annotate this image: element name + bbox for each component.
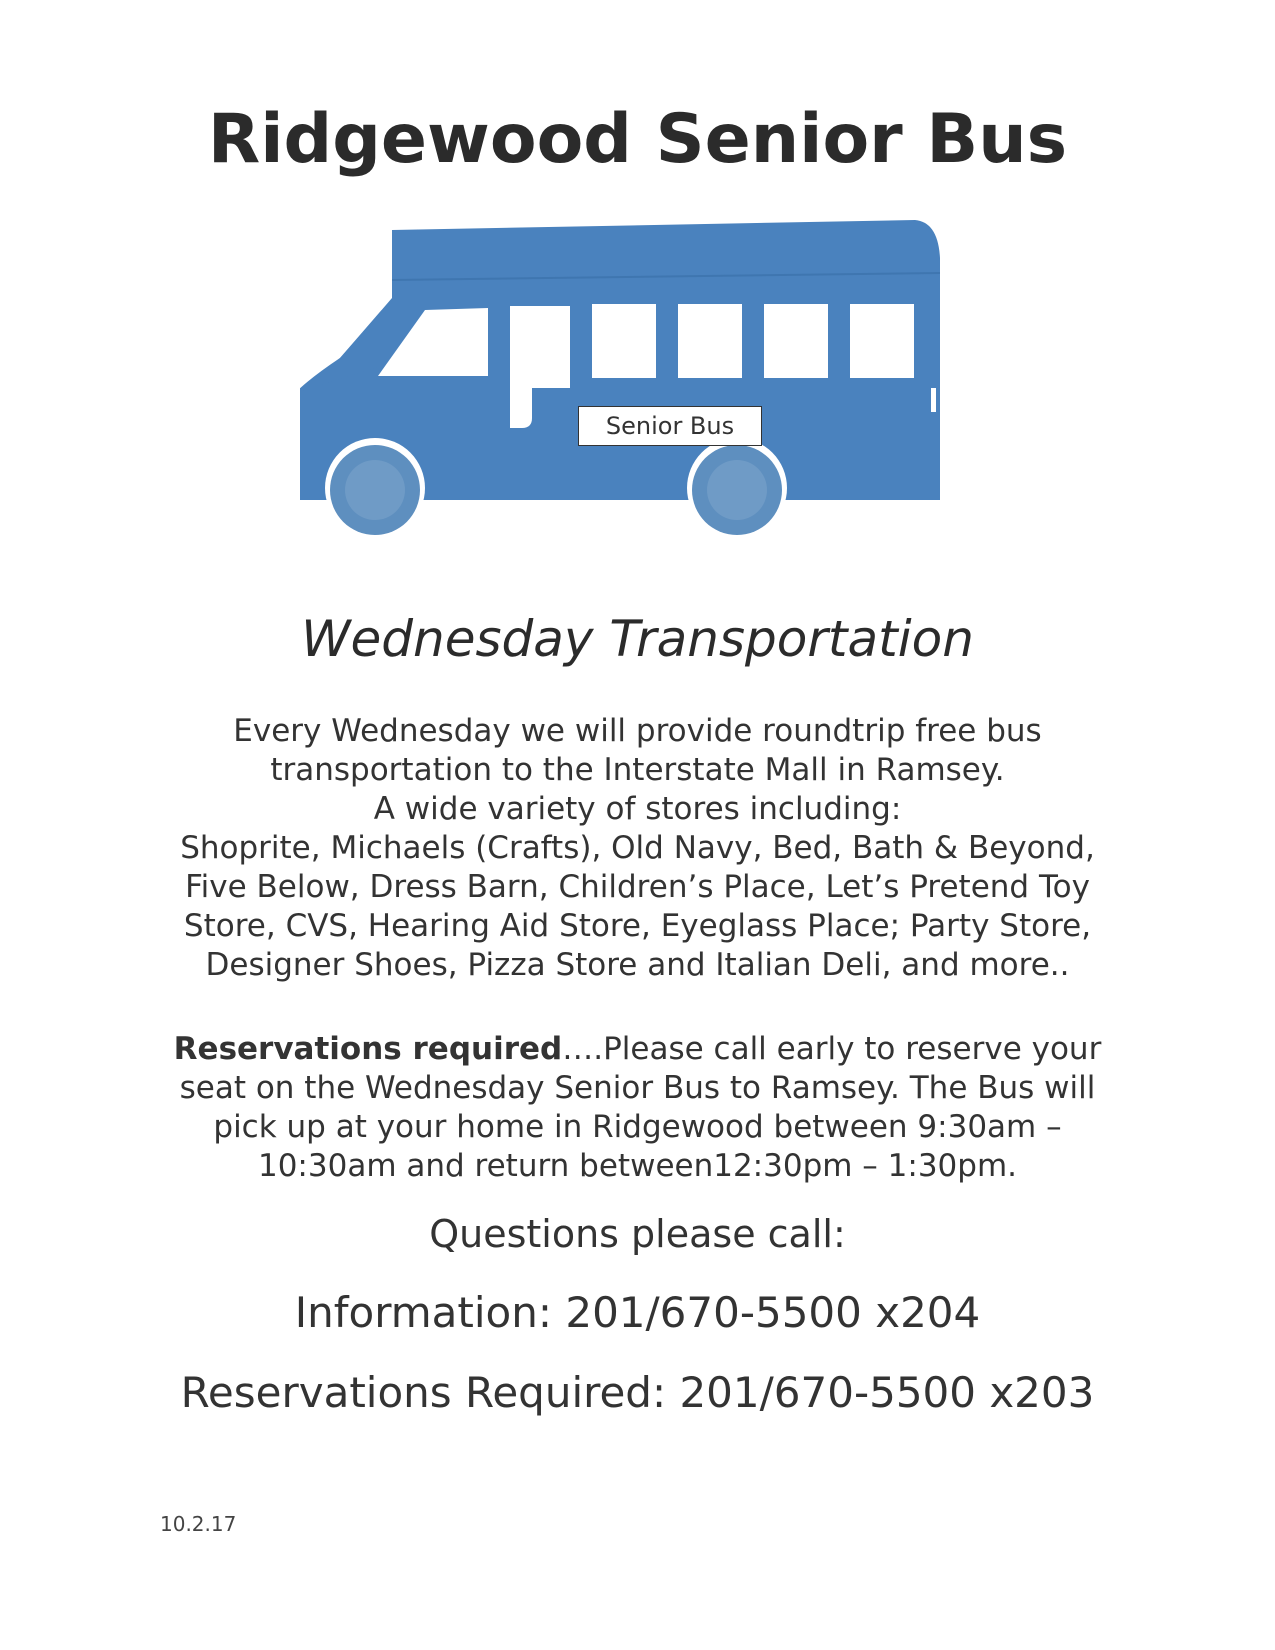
description-line: Every Wednesday we will provide roundtrip free bus (233, 713, 1042, 749)
questions-heading: Questions please call: (429, 1212, 846, 1256)
bus-illustration (300, 218, 1000, 578)
description-line: transportation to the Interstate Mall in Ramsey. (270, 752, 1005, 788)
description-line: Designer Shoes, Pizza Store and Italian Deli, and more.. (205, 947, 1070, 983)
bus-icon (300, 218, 1000, 578)
reservation-line: pick up at your home in Ridgewood between 9:30am – (213, 1109, 1062, 1145)
reservation-paragraph (160, 1030, 1115, 1186)
reservation-line (160, 1030, 1115, 1069)
door-window (510, 306, 570, 388)
window (592, 304, 656, 378)
reservation-line: seat on the Wednesday Senior Bus to Ramsey. The Bus will (179, 1070, 1096, 1106)
subtitle: Wednesday Transportation (301, 610, 974, 668)
window (764, 304, 828, 378)
document-date: 10.2.17 (160, 1512, 237, 1536)
reservations-required-lead: Reservations required (173, 1031, 563, 1067)
reservations-phone: Reservations Required: 201/670-5500 x203 (180, 1368, 1095, 1417)
description-line: A wide variety of stores including: (373, 791, 902, 827)
description-line: Store, CVS, Hearing Aid Store, Eyeglass Place; Party Store, (183, 908, 1092, 944)
page-title: Ridgewood Senior Bus (207, 100, 1068, 179)
information-phone: Information: 201/670-5500 x204 (294, 1288, 981, 1337)
reservation-line: 10:30am and return between12:30pm – 1:30pm. (257, 1148, 1017, 1184)
description-line: Five Below, Dress Barn, Children’s Place, Let’s Pretend Toy (185, 869, 1090, 905)
window (678, 304, 742, 378)
window (850, 304, 914, 378)
description-paragraph (160, 712, 1115, 985)
reservation-line-rest: ….Please call early to reserve your (562, 1031, 1102, 1067)
description-line: Shoprite, Michaels (Crafts), Old Navy, Bed, Bath & Beyond, (180, 830, 1095, 866)
bus-label: Senior Bus (578, 406, 762, 446)
